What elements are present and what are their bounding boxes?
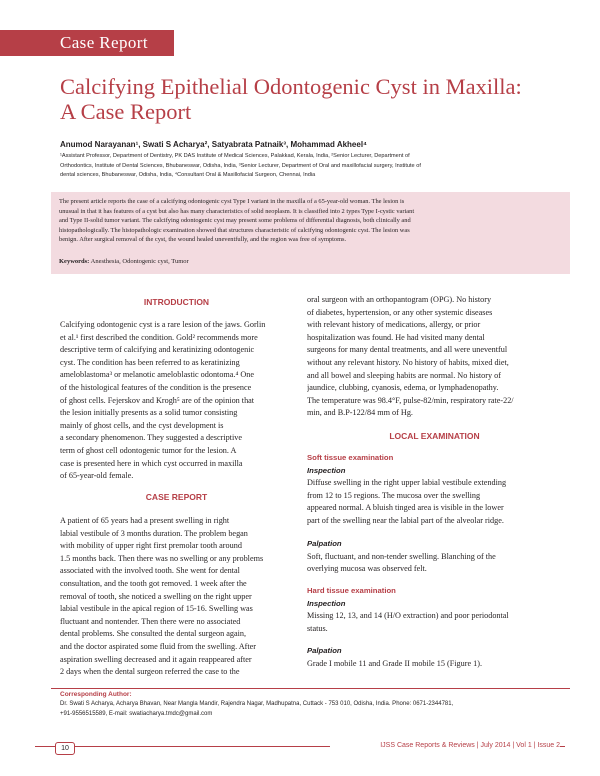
divider	[51, 688, 570, 689]
case-line: with relevant history of medications, allergy, or prior	[307, 320, 481, 330]
intro-line: of the histological features of the condition is the presence	[60, 382, 252, 392]
section-label: Case Report	[60, 33, 148, 52]
keywords-list: Anesthesia, Odontogenic cyst, Tumor	[90, 258, 189, 265]
affiliations	[60, 152, 565, 181]
intro-line: the lesion initially presents as a solid tumor consisting	[60, 408, 238, 418]
intro-line: a secondary phenomenon. They suggested a descriptive	[60, 433, 242, 443]
introduction-body	[60, 319, 295, 483]
case-line: labial vestibule in the apical region of 15-16. Swelling was	[60, 604, 253, 614]
page-number: 10	[55, 742, 75, 755]
case-line: hospitalization was found. He had visited many dental	[307, 332, 485, 342]
abstract-line: The present article reports the case of a calcifying odontogenic cyst Type I variant in the maxilla of a 65-year-old woman. The lesion is	[59, 198, 405, 205]
intro-line: term of ghost cell odontogenic tumor for the lesion. A	[60, 445, 237, 455]
intro-line: cyst. The condition has been referred to as keratinizing	[60, 357, 240, 367]
abstract-box	[51, 192, 570, 274]
soft-palpation-line: overlying mucosa was observed felt.	[307, 564, 427, 574]
case-line: of diabetes, hypertension, or any other systemic diseases	[307, 307, 493, 317]
case-line: 1.5 months back. Then there was no swelling or any problems	[60, 553, 264, 563]
abstract-text	[59, 197, 564, 245]
case-line: jaundice, clubbing, cyanosis, edema, or lymphadenopathy.	[307, 383, 499, 393]
soft-inspection-line: part of the swelling near the labial part of the alveolar ridge.	[307, 515, 504, 525]
case-report-body	[60, 515, 295, 679]
title-line: Calcifying Epithelial Odontogenic Cyst in Maxilla:	[60, 74, 522, 99]
abstract-line: unusual in that it has features of a cyst but also has many characteristics of solid neoplasm. It is classified into 2 types Type I-cystic variant	[59, 207, 415, 215]
affiliation-line: dental sciences, Bhubaneswar, Odisha, India, ⁴Consultant Oral & Maxillofacial Surgeon, Chennai, India	[60, 172, 316, 179]
intro-line: et al.¹ first described the condition. Gold² recommends more	[60, 332, 258, 342]
intro-line: of 65-year-old female.	[60, 471, 134, 481]
keywords	[59, 258, 189, 265]
case-line: removal of tooth, she noticed a swelling on the right upper	[60, 591, 252, 601]
abstract-line: histopathologically. The histopathologic examination showed that structures characteristic of calcifying odontogenic cyst. The lesion was	[59, 226, 410, 234]
case-line: The temperature was 98.4°F, pulse-82/min, respiratory rate-22/	[307, 395, 514, 405]
case-line: and all bowel and sleeping habits are normal. No history of	[307, 370, 501, 380]
hard-inspection-line: status.	[307, 623, 328, 633]
case-report-heading: CASE REPORT	[145, 492, 208, 502]
case-line: with mobility of upper right first premolar tooth around	[60, 541, 242, 551]
palpation-label: Palpation	[307, 646, 342, 655]
authors: Anumod Narayanan¹, Swati S Acharya², Satyabrata Patnaik³, Mohammad Akheel⁴	[60, 140, 368, 149]
affiliation-line: Orthodontics, Institute of Dental Sciences, Bhubaneswar, Odisha, India, ³Senior Lecturer, Department of Oral and maxillofacial surgery, Institute of	[60, 162, 421, 169]
journal-info: IJSS Case Reports & Reviews | July 2014 | Vol 1 | Issue 2	[330, 742, 560, 749]
hard-palpation-section	[307, 645, 562, 670]
keywords-label: Keywords:	[59, 258, 90, 265]
soft-inspection-line: Diffuse swelling in the right upper labial vestibule extending	[307, 478, 507, 488]
soft-palpation-line: Soft, fluctuant, and non-tender swelling. Blanching of the	[307, 551, 496, 561]
article-title	[60, 74, 560, 124]
case-line: consultation, and the tooth got removed. 1 week after the	[60, 578, 247, 588]
abstract-line: benign. After surgical removal of the cyst, the wound healed uneventfully, and the region was free of symptoms.	[59, 236, 347, 243]
intro-line: descriptive term of calcifying and keratinizing odontogenic	[60, 345, 255, 355]
palpation-label: Palpation	[307, 539, 342, 548]
affiliation-line: ¹Assistant Professor, Department of Dentistry, PK DAS Institute of Medical Sciences, Palakkad, Kerala, India, ²Senior Lecturer, Department of	[60, 153, 410, 159]
case-line: aspiration swelling decreased and it again reappeared after	[60, 654, 252, 664]
case-line: min, and B.P-122/84 mm of Hg.	[307, 408, 413, 418]
soft-inspection-line: appeared normal. A bluish tinged area is visible in the lower	[307, 503, 504, 513]
case-line: 2 days when the dental surgeon referred the case to the	[60, 667, 240, 677]
hard-tissue-heading: Hard tissue examination	[307, 586, 396, 595]
case-line: labial vestibule of 3 months duration. The problem began	[60, 528, 248, 538]
case-line: A patient of 65 years had a present swelling in right	[60, 516, 230, 525]
hard-palpation-line: Grade I mobile 11 and Grade II mobile 15 (Figure 1).	[307, 658, 482, 668]
intro-line: of ghost cells. Fejerskov and Krogh⁵ are of the opinion that	[60, 395, 255, 405]
corresponding-line: Dr. Swati S Acharya, Acharya Bhavan, Near Mangla Mandir, Rajendra Nagar, Madhupatna, Cuttack - 753 010, Odisha, India. Phone: 0671-2344781,	[60, 701, 454, 707]
soft-inspection-line: from 12 to 15 regions. The mucosa over the swelling	[307, 490, 481, 500]
case-line: associated with the involved tooth. She went for dental	[60, 566, 240, 576]
title-line: A Case Report	[60, 99, 192, 124]
case-line: without any relevant history. No history of habits, mixed diet,	[307, 357, 509, 367]
case-report-continued	[307, 294, 562, 420]
soft-tissue-section	[307, 452, 562, 528]
case-line: fluctuant and nontender. Then there were no associated	[60, 616, 241, 626]
case-line: oral surgeon with an orthopantogram (OPG). No history	[307, 295, 492, 304]
inspection-label: Inspection	[307, 598, 346, 608]
case-line: dental problems. She consulted the dental surgeon again,	[60, 629, 247, 639]
hard-inspection-line: Missing 12, 13, and 14 (H/O extraction) and poor periodontal	[307, 611, 509, 621]
section-banner	[0, 30, 174, 56]
introduction-heading: INTRODUCTION	[143, 297, 210, 307]
hard-tissue-section	[307, 585, 562, 635]
case-line: surgeons for many dental treatments, and all were uneventful	[307, 345, 508, 355]
soft-palpation-section	[307, 538, 562, 576]
local-examination-heading: LOCAL EXAMINATION	[389, 431, 480, 441]
intro-line: mainly of ghost cells, and the cyst development is	[60, 420, 224, 430]
intro-line: Calcifying odontogenic cyst is a rare lesion of the jaws. Gorlin	[60, 320, 266, 329]
inspection-label: Inspection	[307, 465, 346, 475]
soft-tissue-heading: Soft tissue examination	[307, 453, 394, 462]
intro-line: ameloblastoma³ or melanotic ameloblastic odontoma.⁴ One	[60, 370, 255, 380]
corresponding-details	[60, 700, 570, 719]
corresponding-heading: Corresponding Author:	[60, 691, 132, 698]
corresponding-line: +91-9556515589, E-mail: swatiacharya.tmdc@gmail.com	[60, 710, 213, 717]
abstract-line: and Type II-solid tumor variant. The calcifying odontogenic cyst may present some problems of differential diagnosis, both clinically and	[59, 217, 411, 224]
case-line: and the doctor aspirated some fluid from the swelling. After	[60, 641, 256, 651]
intro-line: case is presented here in which cyst occurred in maxilla	[60, 458, 243, 468]
